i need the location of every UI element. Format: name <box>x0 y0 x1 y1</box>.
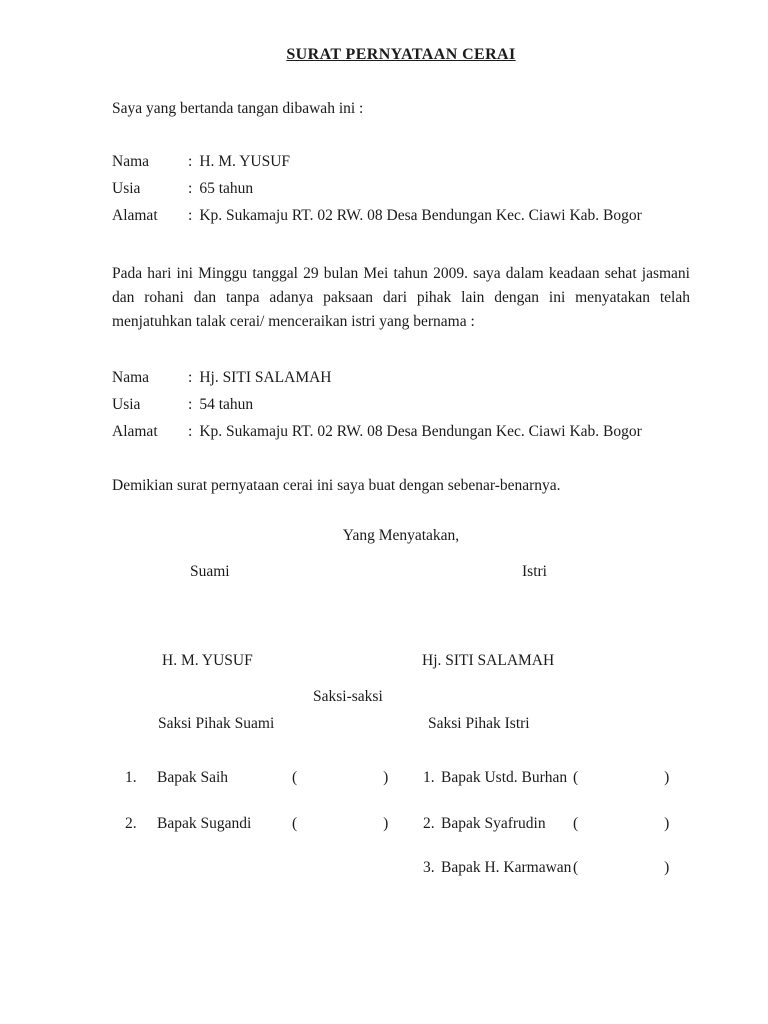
witness-name: Bapak Syafrudin <box>441 815 546 832</box>
field-value: H. M. YUSUF <box>199 153 291 170</box>
paren-close: ) <box>664 769 670 786</box>
husband-address-row <box>112 207 690 234</box>
wife-address-row <box>112 423 690 450</box>
paren-close: ) <box>383 769 389 786</box>
witness-row <box>423 858 669 877</box>
paren-open: ( <box>573 859 579 876</box>
witness-number: 1. <box>423 769 435 786</box>
wife-name-row <box>112 369 690 396</box>
signature-role-husband: Suami <box>190 563 230 580</box>
closing-line: Demikian surat pernyataan cerai ini saya buat dengan sebenar-benarnya. <box>112 477 561 494</box>
field-colon: : <box>188 207 193 224</box>
field-colon: : <box>188 369 193 386</box>
statement-paragraph: Pada hari ini Minggu tanggal 29 bulan Mei tahun 2009. saya dalam keadaan sehat jasmani dan rohani dan tanpa adanya paksaan dari pihak lain dengan ini menyatakan telah menjatuhkan talak cerai/ menceraikan istri yang bernama : <box>112 265 690 330</box>
witness-number: 2. <box>423 815 435 832</box>
field-label: Alamat <box>112 423 158 440</box>
husband-name-row <box>112 153 690 180</box>
paren-open: ( <box>573 815 579 832</box>
signature-name-wife: Hj. SITI SALAMAH <box>422 652 555 669</box>
field-label: Usia <box>112 180 141 197</box>
witness-name: Bapak Sugandi <box>157 815 252 832</box>
paren-close: ) <box>383 815 389 832</box>
husband-age-row <box>112 180 690 207</box>
paren-close: ) <box>664 859 670 876</box>
field-label: Alamat <box>112 207 158 224</box>
witness-row <box>423 768 669 787</box>
field-colon: : <box>188 423 193 440</box>
field-value: Kp. Sukamaju RT. 02 RW. 08 Desa Bendungan Kec. Ciawi Kab. Bogor <box>199 423 642 440</box>
field-value: 54 tahun <box>199 396 254 413</box>
witness-number: 3. <box>423 859 435 876</box>
wife-age-row <box>112 396 690 423</box>
intro-line: Saya yang bertanda tangan dibawah ini : <box>112 100 364 117</box>
field-value: Kp. Sukamaju RT. 02 RW. 08 Desa Bendungan Kec. Ciawi Kab. Bogor <box>199 207 642 224</box>
document-title: SURAT PERNYATAAN CERAI <box>286 46 516 63</box>
field-label: Usia <box>112 396 141 413</box>
paren-open: ( <box>292 769 298 786</box>
witnesses-husband-heading: Saksi Pihak Suami <box>158 715 275 732</box>
field-colon: : <box>188 396 193 413</box>
witness-number: 1. <box>125 769 137 786</box>
field-label: Nama <box>112 369 150 386</box>
witness-row <box>125 768 388 787</box>
paren-open: ( <box>573 769 579 786</box>
witness-name: Bapak H. Karmawan <box>441 859 572 876</box>
witnesses-heading: Saksi-saksi <box>313 688 383 705</box>
wife-info-block <box>112 369 690 450</box>
paren-open: ( <box>292 815 298 832</box>
witness-name: Bapak Ustd. Burhan <box>441 769 568 786</box>
signature-heading: Yang Menyatakan, <box>342 527 460 544</box>
field-value: 65 tahun <box>199 180 254 197</box>
witnesses-wife-heading: Saksi Pihak Istri <box>428 715 530 732</box>
signature-name-husband: H. M. YUSUF <box>162 652 253 669</box>
field-label: Nama <box>112 153 150 170</box>
witness-name: Bapak Saih <box>157 769 229 786</box>
paren-close: ) <box>664 815 670 832</box>
field-colon: : <box>188 153 193 170</box>
husband-info-block <box>112 153 690 234</box>
witness-row <box>125 814 388 833</box>
field-colon: : <box>188 180 193 197</box>
field-value: Hj. SITI SALAMAH <box>199 369 332 386</box>
signature-role-wife: Istri <box>522 563 547 580</box>
witness-row <box>423 814 669 833</box>
witness-number: 2. <box>125 815 137 832</box>
